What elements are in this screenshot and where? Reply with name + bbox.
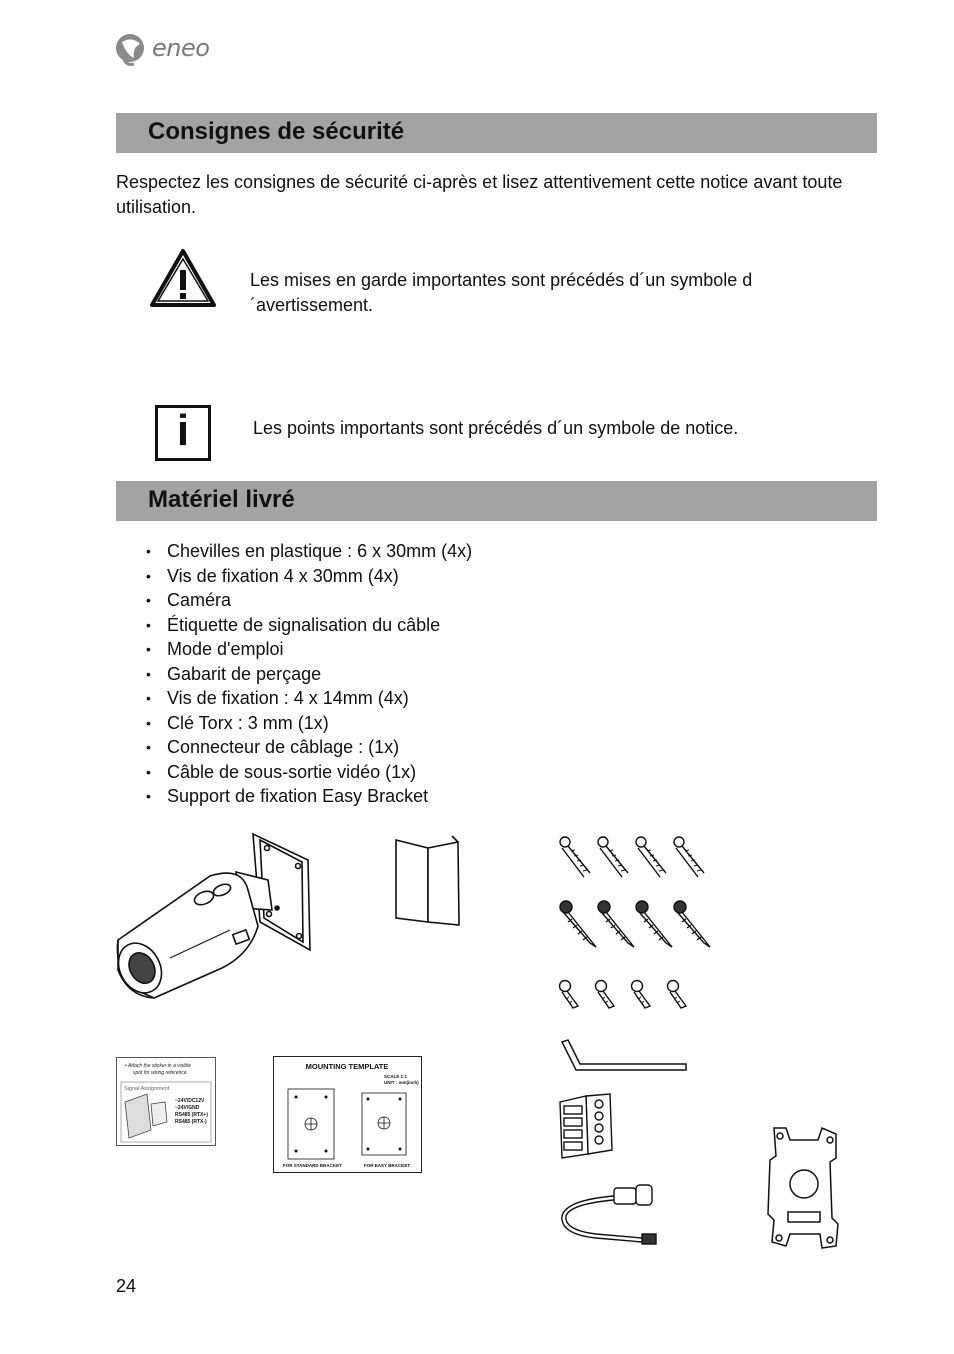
sticker-pin-1: ~24V/DC12V xyxy=(175,1098,205,1104)
short-screws-illustration xyxy=(556,977,696,1012)
section-title-safety: Consignes de sécurité xyxy=(148,118,405,145)
section-header-delivery xyxy=(116,481,877,521)
sticker-note-1: • Attach the sticker in a visible xyxy=(125,1063,192,1069)
section-header-safety xyxy=(116,113,877,153)
page-number: 24 xyxy=(116,1276,137,1296)
list-item: • Chevilles en plastique : 6 x 30mm (4x) xyxy=(146,539,472,564)
sticker-pin-2: ~24V/GND xyxy=(175,1105,200,1111)
list-item: • Câble de sous-sortie vidéo (1x) xyxy=(146,760,472,785)
list-item: • Caméra xyxy=(146,588,472,613)
list-item: • Vis de fixation : 4 x 14mm (4x) xyxy=(146,686,472,711)
template-title: MOUNTING TEMPLATE xyxy=(305,1062,389,1071)
safety-intro: Respectez les consignes de sécurité ci-après et lisez attentivement cette notice avant toute utilisation. xyxy=(116,172,843,217)
long-screws-illustration xyxy=(556,897,721,952)
sticker-pin-3: RS485 (RTX+) xyxy=(175,1112,208,1118)
user-manual-illustration xyxy=(390,832,462,928)
warning-text: Les mises en garde importantes sont précédés d´un symbole d´avertissement. xyxy=(250,270,753,315)
easy-bracket-illustration xyxy=(760,1122,845,1252)
bullet-camera-illustration xyxy=(110,830,315,1000)
notice-text: Les points importants sont précédés d´un symbole de notice. xyxy=(253,418,739,438)
template-right-label: FOR EASY BRACKET xyxy=(364,1163,411,1168)
list-item: • Support de fixation Easy Bracket xyxy=(146,784,472,809)
torx-key-illustration xyxy=(556,1038,691,1074)
brand-name: eneo xyxy=(152,34,210,62)
list-item: • Clé Torx : 3 mm (1x) xyxy=(146,711,472,736)
wiring-connector-illustration xyxy=(556,1092,618,1162)
template-scale: SCALE 1:1 xyxy=(384,1074,408,1079)
plastic-wall-plugs-illustration xyxy=(556,833,721,883)
template-left-label: FOR STANDARD BRACKET xyxy=(283,1163,342,1168)
section-title-delivery: Matériel livré xyxy=(148,486,295,513)
list-item: • Étiquette de signalisation du câble xyxy=(146,613,472,638)
list-item: • Gabarit de perçage xyxy=(146,662,472,687)
mounting-template-illustration xyxy=(273,1056,422,1173)
list-item: • Connecteur de câblage : (1x) xyxy=(146,735,472,760)
template-unit: UNIT : mm(inch) xyxy=(384,1080,419,1085)
delivery-list xyxy=(146,539,472,809)
sticker-pin-4: RS485 (RTX-) xyxy=(175,1119,207,1125)
list-item: • Mode d'emploi xyxy=(146,637,472,662)
template-graphic xyxy=(274,1057,421,1172)
warning-triangle-icon xyxy=(149,248,217,308)
cable-sticker-illustration xyxy=(116,1057,216,1146)
sticker-graphic xyxy=(117,1058,215,1145)
notice-glyph: i xyxy=(176,406,190,455)
video-cable-illustration xyxy=(556,1178,666,1252)
sticker-heading: Signal Assignment xyxy=(124,1086,170,1092)
notice-info-icon xyxy=(155,405,211,461)
list-item: • Vis de fixation 4 x 30mm (4x) xyxy=(146,564,472,589)
sticker-note-2: spot for wiring reference. xyxy=(133,1070,189,1076)
